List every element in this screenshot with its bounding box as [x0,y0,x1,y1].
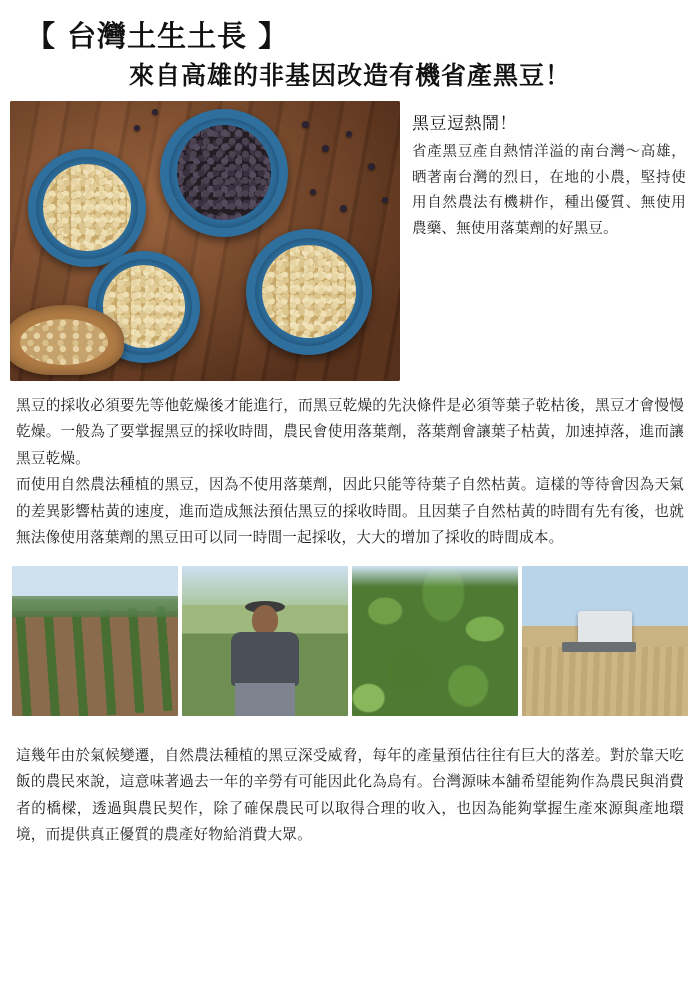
dry-field-ground [522,647,688,716]
harvester-vehicle [578,611,632,645]
scattered-bean [152,109,158,115]
bowl-yellow-left [28,149,146,267]
farmer-body [231,632,299,686]
sky-background [182,566,348,605]
paragraph-1: 黑豆的採收必須要先等他乾燥後才能進行，而黑豆乾燥的先決條件是必須等葉子乾枯後，黑豆才會慢慢乾燥。一般為了要掌握黑豆的採收時間，農民會使用落葉劑，落葉劑會讓葉子枯黃，加速掉落，進而讓黑豆乾燥。 [16,396,684,467]
yellow-soybeans [43,164,130,251]
hero-heading: 黑豆逗熱鬧！ [412,113,517,134]
soybean-leaves-closeup-photo [352,566,518,716]
hero-text-column [410,101,692,243]
soybean-field-rows-photo [12,566,178,716]
hero-section [0,101,700,381]
soybeans-bowls-photo [10,101,400,381]
farmer-head [252,605,278,635]
black-soybeans [177,125,272,220]
photo-strip [0,552,700,716]
paragraph-2: 而使用自然農法種植的黑豆，因為不使用落葉劑，因此只能等待葉子自然枯黃。這樣的等待會因為天氣的差異影響枯黃的速度，進而造成無法預估黑豆的採收時間。且因葉子自然枯黃的時間有先有後，也就無法像使用落葉劑的黑豆田可以同一時間一起採收，大大的增加了採收的時間成本。 [16,476,684,547]
footer-paragraph-block [0,716,700,849]
hero-paragraph: 省產黑豆產自熱情洋溢的南台灣～高雄，晒著南台灣的烈日，在地的小農，堅持使用自然農法有機耕作，種出優質、無使用農藥、無使用落葉劑的好黑豆。 [412,143,686,238]
scattered-bean [346,131,352,137]
farmer-legs [235,683,295,716]
bowl-black-top [160,109,288,237]
farmer-in-field-photo [182,566,348,716]
scattered-bean [322,145,329,152]
scattered-bean [382,197,388,203]
yellow-soybeans [262,245,355,338]
body-paragraphs [0,381,700,552]
scattered-bean [134,125,140,131]
scattered-bean [302,121,309,128]
page-title: 【 台灣土生土長 】 [26,19,289,53]
footer-paragraph: 這幾年由於氣候變遷，自然農法種植的黑豆深受威脅，每年的產量預估往往有巨大的落差。對於靠天吃飯的農民來說，這意味著過去一年的辛勞有可能因此化為烏有。台灣源味本舖希望能夠作為農民與消費者的橋樑，透過與農民契作，除了確保農民可以取得合理的收入，也因為能夠掌握生產來源與產地環境，而提供真正優質的農產好物給消費大眾。 [16,746,684,844]
page-subtitle: 來自高雄的非基因改造有機省產黑豆！ [128,61,571,91]
scattered-bean [368,163,375,170]
scattered-bean [310,189,316,195]
bowl-yellow-right [246,229,372,355]
harvester-machine-photo [522,566,688,716]
scattered-bean [340,205,347,212]
wooden-scoop [10,305,124,375]
page-header [0,0,700,101]
